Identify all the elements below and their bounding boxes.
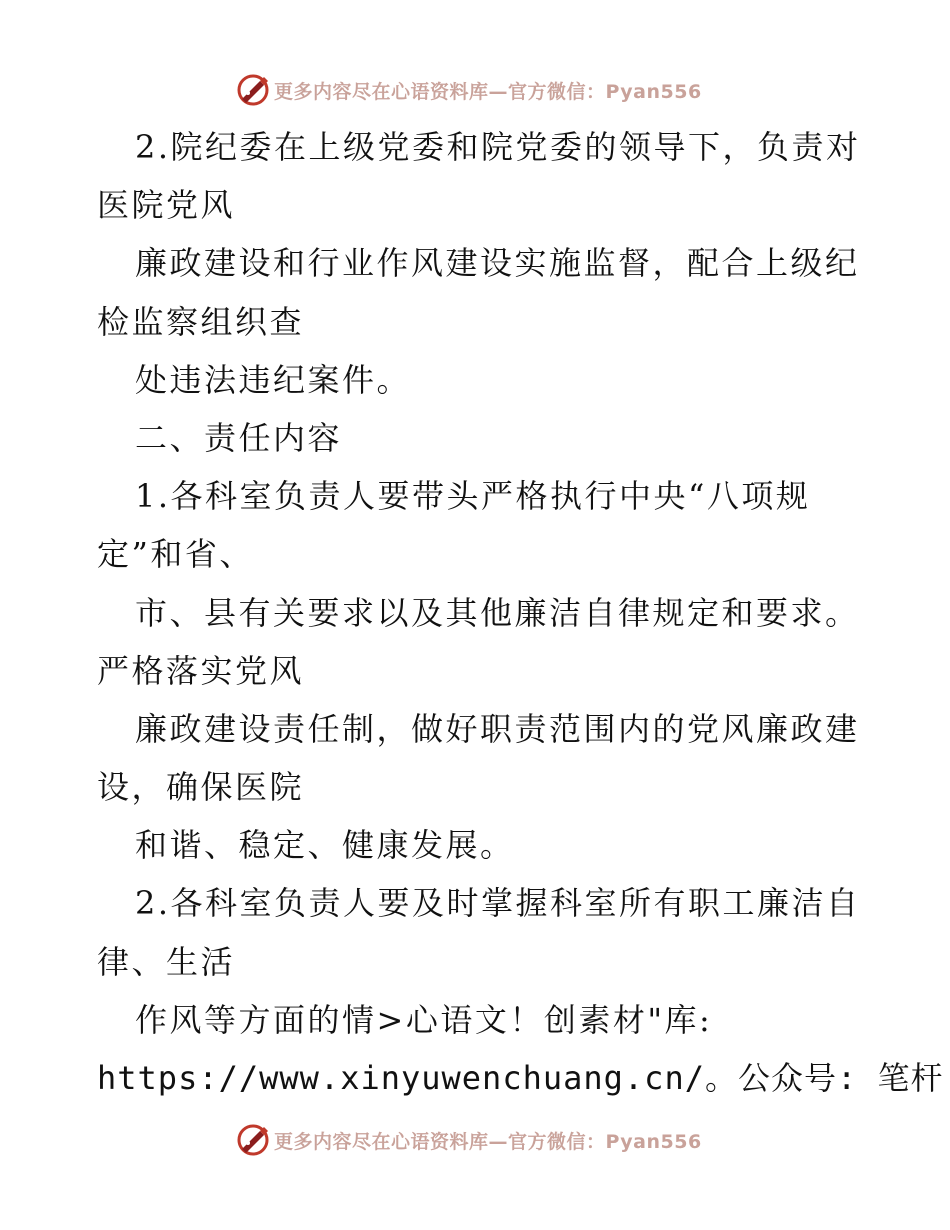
text-line: 定”和省、	[97, 535, 254, 574]
text-line: 二、责任内容	[135, 418, 343, 457]
text-line: 和谐、稳定、健康发展。	[135, 826, 515, 865]
text-line: 处违法违纪案件。	[135, 360, 412, 399]
text-line: 作风等方面的情>心语文！创素材"库:	[135, 1000, 713, 1039]
pen-logo-icon	[236, 1123, 270, 1157]
text-line: 检监察组织查	[97, 302, 305, 341]
text-line: 2.院纪委在上级党委和院党委的领导下，负责对	[135, 128, 861, 166]
watermark-text: 更多内容尽在心语资料库—官方微信：Pyan556	[274, 1130, 702, 1153]
text-line: 严格落实党风	[97, 651, 305, 690]
document-body	[97, 118, 944, 1107]
text-line: 廉政建设责任制，做好职责范围内的党风廉政建	[135, 709, 860, 748]
text-line: 1.各科室负责人要带头严格执行中央“八项规	[135, 477, 811, 516]
text-line: 律、生活	[97, 942, 236, 981]
text-line: 廉政建设和行业作风建设实施监督，配合上级纪	[135, 244, 860, 283]
header-watermark	[236, 72, 702, 108]
footer-watermark	[236, 1122, 702, 1158]
text-line: https://www.xinyuwenchuang.cn/。公众号: 笔杆	[97, 1059, 944, 1097]
pen-logo-icon	[236, 73, 270, 107]
watermark-text: 更多内容尽在心语资料库—官方微信：Pyan556	[274, 80, 702, 103]
text-line: 设，确保医院	[97, 768, 305, 807]
text-line: 医院党风	[97, 186, 236, 225]
text-line: 2.各科室负责人要及时掌握科室所有职工廉洁自	[135, 884, 861, 923]
text-line: 市、县有关要求以及其他廉洁自律规定和要求。	[135, 593, 860, 632]
